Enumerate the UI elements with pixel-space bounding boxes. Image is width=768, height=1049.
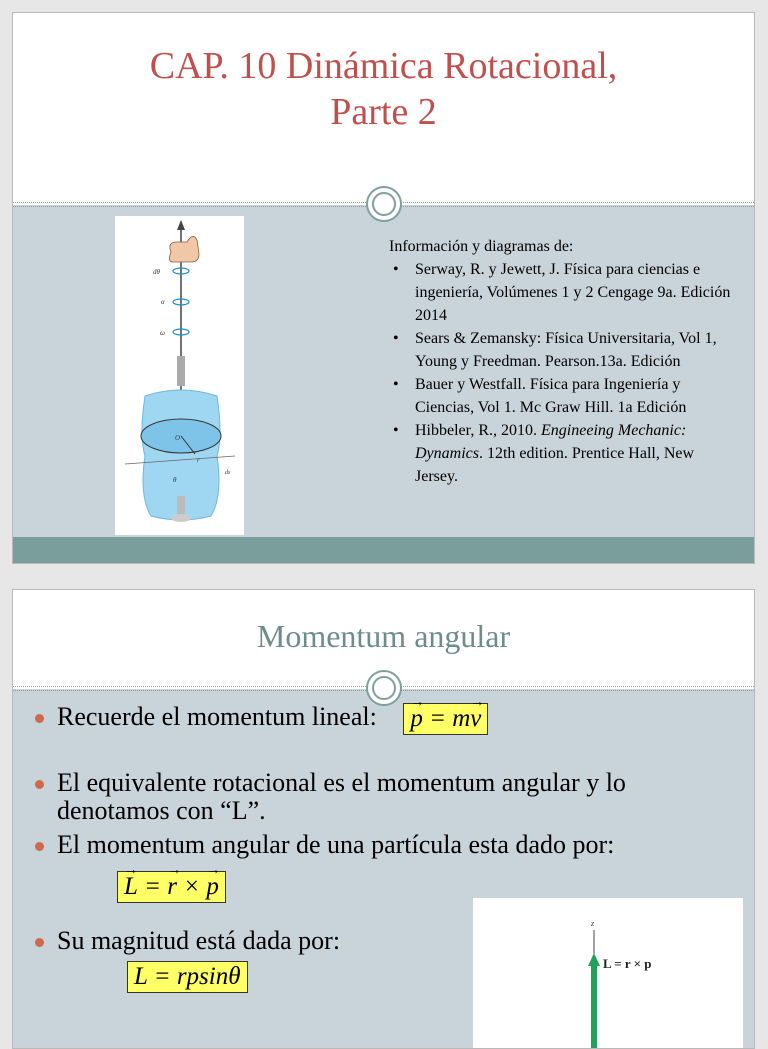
bullet-angular-particle: El momentum angular de una partícula esta dado por: <box>35 831 735 859</box>
formula-symbol: → v <box>470 704 481 734</box>
formula-L-equals-r-cross-p <box>117 871 226 903</box>
ring-ornament-icon <box>366 186 402 222</box>
thumb-hand-icon <box>169 236 199 262</box>
label-r: r <box>197 456 200 464</box>
reference-item: • Sears & Zemansky: Física Universitaria, Vol 1, Young y Freedman. Pearson.13a. Edición <box>389 327 739 373</box>
label-z: z <box>591 919 595 928</box>
reference-text: Hibbeler, R., 2010. <box>415 422 542 439</box>
formula-symbol: × <box>177 873 207 901</box>
label-theta: θ <box>173 476 177 484</box>
label-dtheta: dθ <box>153 268 160 276</box>
slide-1-bottom-bar <box>13 537 754 563</box>
reference-text: . 12th edition. Prentice Hall, New Jersey. <box>415 445 695 485</box>
label-alpha: α <box>161 298 165 306</box>
formula-symbol: → p <box>206 872 219 902</box>
rotation-diagram <box>115 216 244 535</box>
ring-ornament-icon <box>366 670 402 706</box>
rotation-diagram-svg <box>115 216 244 535</box>
slide-1-title <box>13 43 754 135</box>
slide-2 <box>12 589 755 1049</box>
formula-symbol: = m <box>422 705 471 733</box>
reference-item: • Bauer y Westfall. Física para Ingeniería y Ciencias, Vol 1. Mc Graw Hill. 1a Edición <box>389 373 739 419</box>
reference-item: • Serway, R. y Jewett, J. Física para ciencias e ingeniería, Volúmenes 1 y 2 Cengage 9a. Edición 2014 <box>389 258 739 327</box>
label-L-equals-r-cross-p: L = r × p <box>603 956 652 971</box>
references-heading: Información y diagramas de: <box>389 238 574 255</box>
label-omega: ω <box>160 329 165 337</box>
slide-1-title-area <box>13 13 754 205</box>
bullet-linear-momentum <box>35 703 735 765</box>
slide-1-title-line1: CAP. 10 Dinámica Rotacional, <box>149 45 618 87</box>
formula-symbol: → r <box>167 872 177 902</box>
bullet-text: Recuerde el momentum lineal: <box>57 702 377 731</box>
formula-symbol: = <box>137 873 168 901</box>
angular-momentum-diagram-svg <box>473 898 743 1049</box>
formula-symbol: → L <box>124 872 138 902</box>
references-list <box>389 258 739 488</box>
bullet-magnitude: Su magnitud está dada por: <box>35 927 735 955</box>
slide-1-title-line2: Parte 2 <box>330 91 437 133</box>
reference-book-title: Engineeing Mechanic: Dynamics <box>415 422 687 462</box>
slide-1 <box>12 12 755 564</box>
slide-2-title: Momentum angular <box>256 618 511 654</box>
reference-item <box>389 419 739 488</box>
formula-symbol: → p <box>410 704 423 734</box>
label-origin: O <box>175 434 181 442</box>
references-block <box>389 235 739 488</box>
label-ds: ds <box>225 470 231 476</box>
formula-magnitude: L = rpsinθ <box>127 961 248 993</box>
bullet-angular-equivalent: El equivalente rotacional es el momentum angular y lo denotamos con “L”. <box>35 769 735 825</box>
formula-p-equals-mv <box>403 703 488 735</box>
angular-momentum-diagram <box>473 898 743 1049</box>
